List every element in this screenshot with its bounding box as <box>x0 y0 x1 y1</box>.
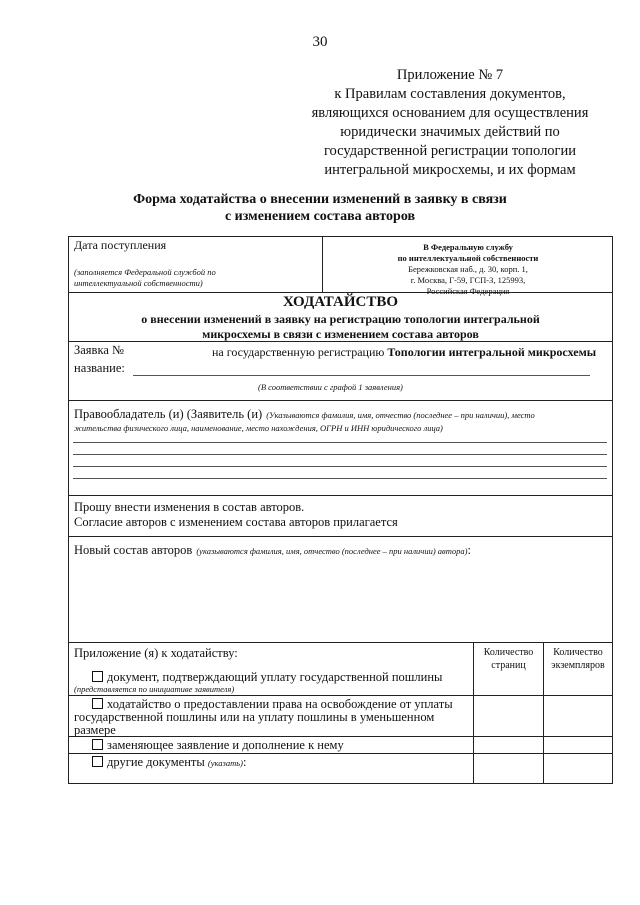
application-name-label: название: <box>74 361 125 375</box>
attachments-header: Приложение (я) к ходатайству: <box>74 646 238 660</box>
form-title-line: с изменением состава авторов <box>224 209 416 224</box>
appendix-heading <box>300 66 600 180</box>
attachment-item-replacement[interactable]: заменяющее заявление и дополнение к нему <box>92 738 344 753</box>
receipt-note: (заполняется Федеральной службой по <box>74 267 216 277</box>
receipt-date-label: Дата поступления <box>74 238 167 252</box>
new-authors-heading: Новый состав авторов (указываются фамилия, имя, отчество (последнее – при наличии) автора): <box>74 543 471 557</box>
new-authors-note: (указываются фамилия, имя, отчество (последнее – при наличии) автора) <box>196 546 468 556</box>
rightholder-note: жительства физического лица, наименование, место нахождения, ОГРН и ИНН юридического лица) <box>74 423 443 433</box>
addressee-line: г. Москва, Г-59, ГСП-3, 125993, <box>410 275 526 285</box>
application-purpose <box>212 345 596 360</box>
application-name-field[interactable] <box>133 375 590 376</box>
application-name-note: (В соответствии с графой 1 заявления) <box>258 382 403 392</box>
rightholder-field-line[interactable] <box>73 478 607 479</box>
application-purpose-prefix: на государственную регистрацию <box>212 345 385 359</box>
new-authors-field[interactable] <box>74 560 608 638</box>
petition-title: ХОДАТАЙСТВО <box>282 294 399 310</box>
petition-subtitle <box>69 312 612 342</box>
attachment-item-fee-petition-line: государственной пошлины или на уплату пошлины в уменьшенном <box>74 710 435 724</box>
checkbox[interactable] <box>92 756 103 767</box>
attachment-item-fee-doc-note: (представляется по инициативе заявителя) <box>74 684 235 694</box>
attachment-item-other-note: (указать) <box>207 758 243 768</box>
addressee-line: Российская Федерация <box>426 286 510 296</box>
addressee-line: Бережковская наб., д. 30, корп. 1, <box>408 264 528 274</box>
request-text: Согласие авторов с изменением состава авторов прилагается <box>74 515 398 529</box>
section-divider <box>68 642 613 643</box>
checkbox[interactable] <box>92 671 103 682</box>
attachment-item-other[interactable]: другие документы (указать): <box>92 755 246 770</box>
rightholder-label: Правообладатель (и) (Заявитель (и) <box>74 407 263 421</box>
appendix-line: являющихся основанием для осуществления <box>311 105 589 121</box>
appendix-line: государственной регистрации топологии <box>323 143 577 159</box>
attachment-item-fee-petition[interactable]: ходатайство о предоставлении права на освобождение от уплаты <box>92 697 453 712</box>
receipt-note: интеллектуальной собственности) <box>74 278 203 288</box>
application-number-label: Заявка № <box>74 343 124 357</box>
section-divider <box>68 536 613 537</box>
rightholder-field-line[interactable] <box>73 454 607 455</box>
petition-subtitle-line: микросхемы в связи с изменением состава авторов <box>202 327 479 341</box>
appendix-line: к Правилам составления документов, <box>334 86 566 102</box>
addressee-line: В Федеральную службу <box>423 242 513 252</box>
petition-subtitle-line: о внесении изменений в заявку на регистрацию топологии интегральной <box>141 312 540 326</box>
header-divider <box>322 237 323 292</box>
row-divider <box>68 695 613 696</box>
addressee-line: по интеллектуальной собственности <box>397 253 539 263</box>
attachment-item-fee-doc[interactable]: документ, подтверждающий уплату государственной пошлины <box>92 670 442 685</box>
appendix-line: юридически значимых действий по <box>340 124 560 140</box>
checkbox[interactable] <box>92 739 103 750</box>
section-divider <box>68 495 613 496</box>
rightholder-field-line[interactable] <box>73 466 607 467</box>
rightholder-note: (Указываются фамилия, имя, отчество (последнее – при наличии), место <box>266 410 535 420</box>
rightholder-field-line[interactable] <box>73 442 607 443</box>
application-purpose-object: Топологии интегральной микросхемы <box>387 345 597 359</box>
form-title <box>0 191 640 225</box>
attachment-item-fee-petition-line: размере <box>74 723 116 737</box>
new-authors-label: Новый состав авторов <box>74 543 193 557</box>
column-header-copies: Количество экземпляров <box>551 647 605 671</box>
column-header-pages: Количество страниц <box>483 647 534 671</box>
checkbox[interactable] <box>92 698 103 709</box>
row-divider <box>68 753 613 754</box>
addressee-block <box>328 242 608 297</box>
section-divider <box>68 400 613 401</box>
form-title-line: Форма ходатайства о внесении изменений в заявку в связи <box>133 192 507 207</box>
appendix-line: интегральной микросхемы, и их формам <box>324 162 576 178</box>
appendix-line: Приложение № 7 <box>396 67 504 83</box>
request-text: Прошу внести изменения в состав авторов. <box>74 500 305 514</box>
row-divider <box>68 736 613 737</box>
page-number: 30 <box>312 34 328 50</box>
rightholder-heading <box>74 405 535 423</box>
